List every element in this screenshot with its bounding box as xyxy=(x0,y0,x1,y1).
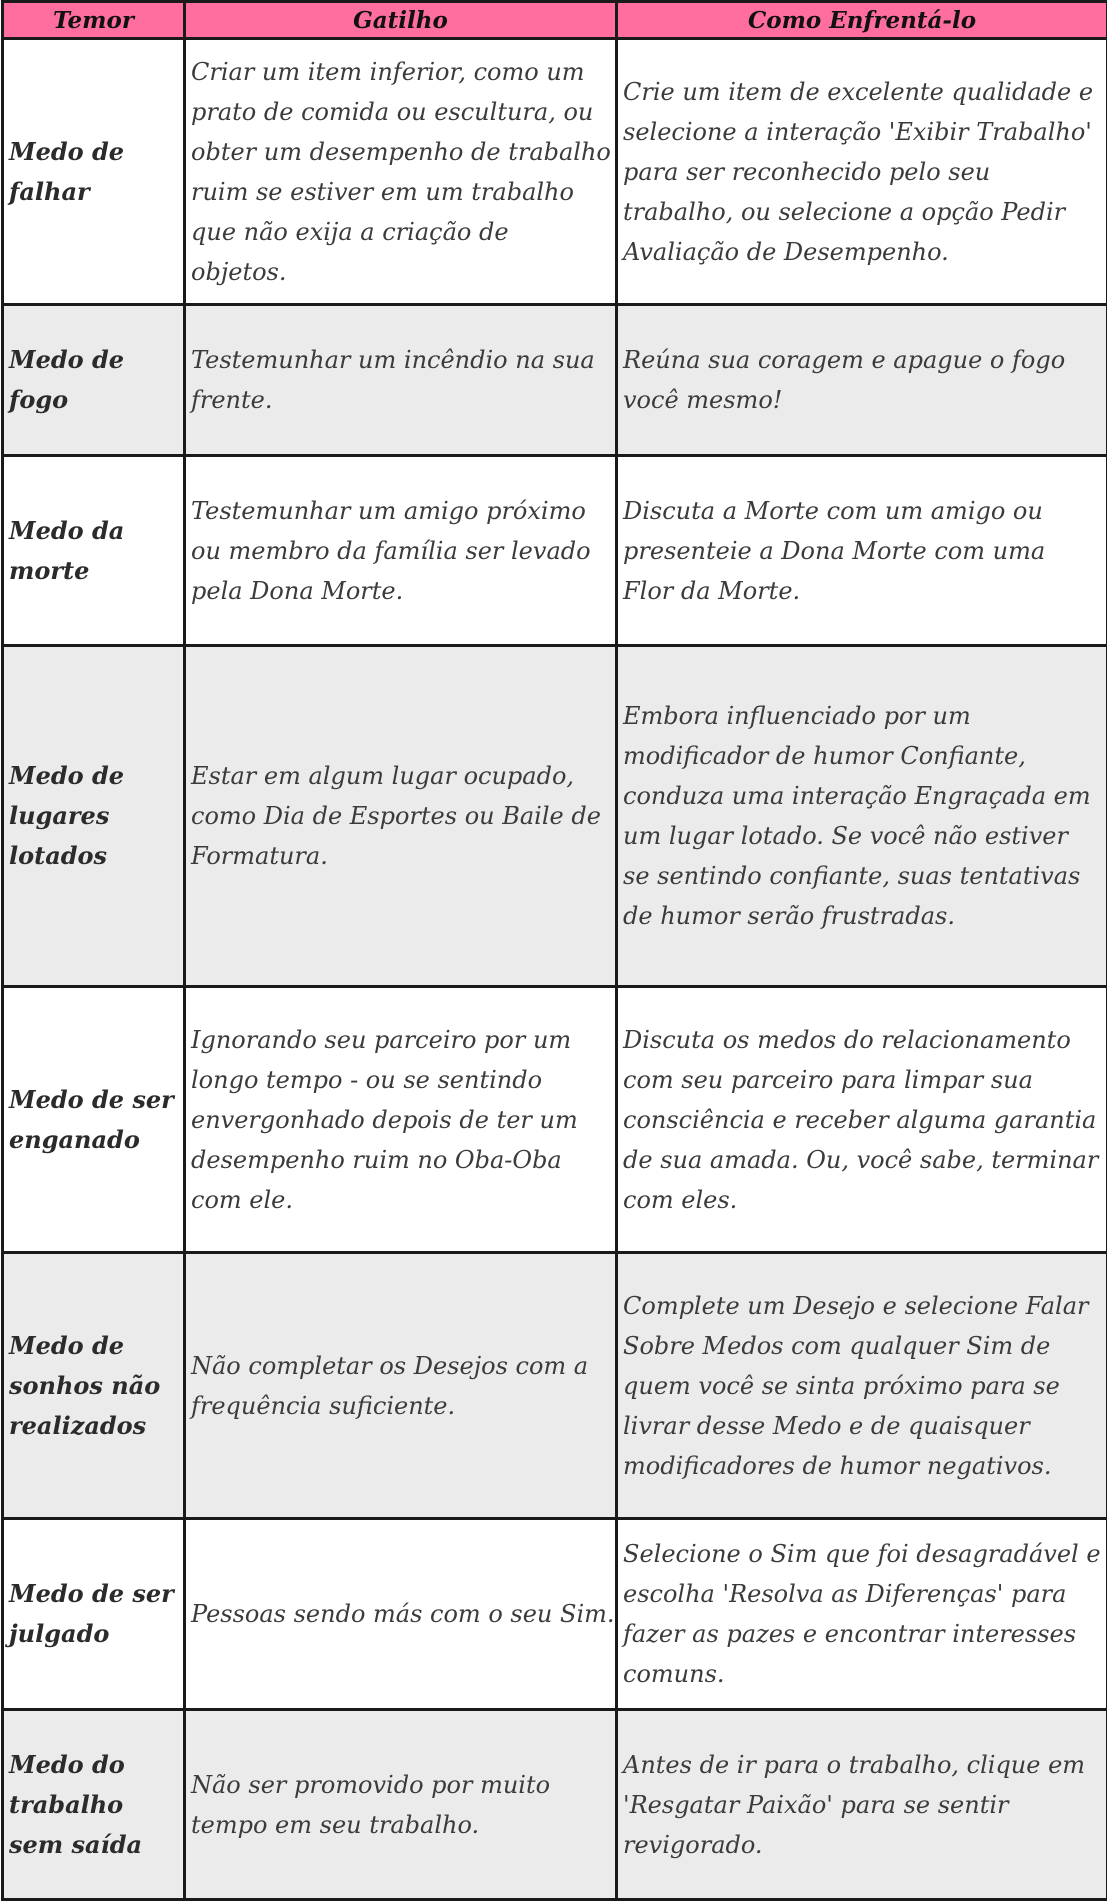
remedy-cell: Selecione o Sim que foi desagradável e escolha 'Resolva as Diferenças' para fazer as pazes e encontrar interesses comuns. xyxy=(617,1519,1107,1710)
table-row xyxy=(3,1253,1107,1519)
trigger-cell: Não completar os Desejos com a frequência suficiente. xyxy=(185,1253,617,1519)
table-row xyxy=(3,39,1107,305)
table-row xyxy=(3,987,1107,1253)
remedy-cell: Reúna sua coragem e apague o fogo você mesmo! xyxy=(617,305,1107,456)
trigger-cell: Estar em algum lugar ocupado, como Dia de Esportes ou Baile de Formatura. xyxy=(185,646,617,987)
remedy-cell: Crie um item de excelente qualidade e selecione a interação 'Exibir Trabalho' para ser reconhecido pelo seu trabalho, ou selecione a opção Pedir Avaliação de Desempenho. xyxy=(617,39,1107,305)
fear-cell: Medo de ser enganado xyxy=(3,987,185,1253)
trigger-cell: Criar um item inferior, como um prato de comida ou escultura, ou obter um desempenho de trabalho ruim se estiver em um trabalho que não exija a criação de objetos. xyxy=(185,39,617,305)
table-row xyxy=(3,1519,1107,1710)
fear-cell: Medo de fogo xyxy=(3,305,185,456)
remedy-cell: Antes de ir para o trabalho, clique em 'Resgatar Paixão' para se sentir revigorado. xyxy=(617,1710,1107,1900)
fear-cell: Medo de falhar xyxy=(3,39,185,305)
trigger-cell: Ignorando seu parceiro por um longo tempo - ou se sentindo envergonhado depois de ter um desempenho ruim no Oba-Oba com ele. xyxy=(185,987,617,1253)
trigger-cell: Pessoas sendo más com o seu Sim. xyxy=(185,1519,617,1710)
header-remedy: Como Enfrentá-lo xyxy=(617,2,1107,39)
header-row xyxy=(3,2,1107,39)
trigger-cell: Não ser promovido por muito tempo em seu trabalho. xyxy=(185,1710,617,1900)
remedy-cell: Complete um Desejo e selecione Falar Sobre Medos com qualquer Sim de quem você se sinta próximo para se livrar desse Medo e de quaisquer modificadores de humor negativos. xyxy=(617,1253,1107,1519)
remedy-cell: Discuta os medos do relacionamento com seu parceiro para limpar sua consciência e receber alguma garantia de sua amada. Ou, você sabe, terminar com eles. xyxy=(617,987,1107,1253)
table-row xyxy=(3,305,1107,456)
fear-cell: Medo do trabalho sem saída xyxy=(3,1710,185,1900)
table-row xyxy=(3,1710,1107,1900)
fear-cell: Medo da morte xyxy=(3,456,185,646)
header-trigger: Gatilho xyxy=(185,2,617,39)
trigger-cell: Testemunhar um incêndio na sua frente. xyxy=(185,305,617,456)
table-row xyxy=(3,646,1107,987)
remedy-cell: Embora influenciado por um modificador de humor Confiante, conduza uma interação Engraçada em um lugar lotado. Se você não estiver se sentindo confiante, suas tentativas de humor serão frustradas. xyxy=(617,646,1107,987)
header-fear: Temor xyxy=(3,2,185,39)
fears-table xyxy=(1,0,1107,1901)
table-row xyxy=(3,456,1107,646)
fear-cell: Medo de sonhos não realizados xyxy=(3,1253,185,1519)
fear-cell: Medo de ser julgado xyxy=(3,1519,185,1710)
trigger-cell: Testemunhar um amigo próximo ou membro da família ser levado pela Dona Morte. xyxy=(185,456,617,646)
fear-cell: Medo de lugares lotados xyxy=(3,646,185,987)
remedy-cell: Discuta a Morte com um amigo ou presenteie a Dona Morte com uma Flor da Morte. xyxy=(617,456,1107,646)
